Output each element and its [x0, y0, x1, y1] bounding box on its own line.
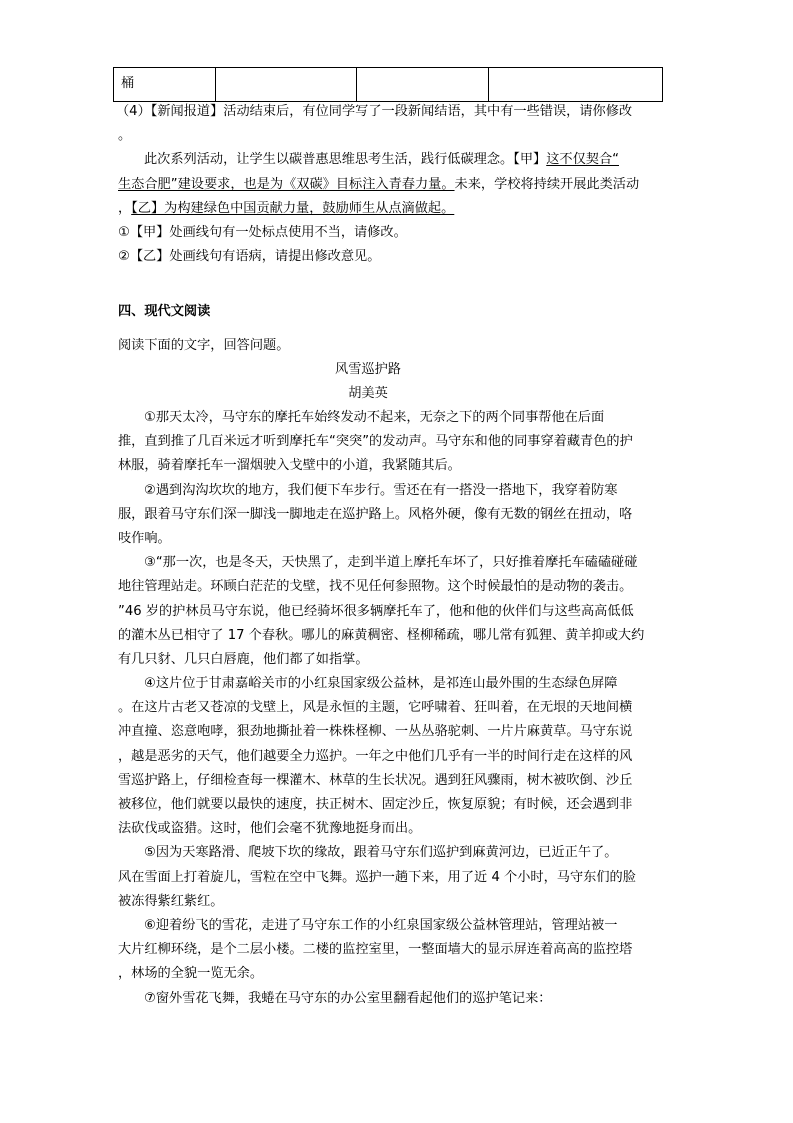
- table-cell: [216, 68, 357, 102]
- answer-table: [113, 67, 663, 102]
- table-cell: [489, 68, 663, 102]
- article-title: 风雪巡护路: [335, 362, 401, 377]
- paragraph-line: ，越是恶劣的天气，他们越要全力巡护。一年之中他们几乎有一半的时间行走在这样的风: [118, 748, 633, 764]
- table-cell: 桶: [114, 68, 216, 102]
- sub-question-2: ②【乙】处画线句有语病，请提出修改意见。: [118, 249, 381, 265]
- article-author: 胡美英: [348, 386, 388, 401]
- paragraph-line: 有几只豺、几只白唇鹿，他们都了如指掌。: [118, 651, 369, 667]
- article-body: [118, 406, 678, 1011]
- news-paragraph-line: [118, 148, 678, 172]
- table-row: [114, 68, 663, 102]
- paragraph-line: 推，直到推了几百米远才听到摩托车“突突”的发动声。马守东和他的同事穿着藏青色的护: [118, 434, 633, 450]
- question-4-prompt: （4）【新闻报道】活动结束后，有位同学写了一段新闻结语，其中有一些错误，请你修改: [116, 104, 633, 119]
- text: 未来，学校将持续开展此类活动: [454, 176, 640, 192]
- paragraph-line: ，林场的全貌一览无余。: [118, 966, 264, 982]
- paragraph-line: 雪巡护路上，仔细检查每一棵灌木、林草的生长状况。遇到狂风骤雨，树木被吹倒、沙丘: [118, 772, 633, 788]
- paragraph-line: ④这片位于甘肃嘉峪关市的小红泉国家级公益林，是祁连山最外围的生态绿色屏障: [144, 676, 618, 692]
- article-paragraph: [118, 987, 678, 1011]
- article-paragraph: [118, 551, 678, 672]
- section-heading: [118, 300, 678, 324]
- instruction-text: 阅读下面的文字，回答问题。: [118, 338, 290, 353]
- reading-instruction: [118, 334, 678, 358]
- question-4: [118, 100, 678, 269]
- paragraph-line: 服，跟着马守东们深一脚浅一脚地走在巡护路上。风格外硬，像有无数的钢丝在扭动，咯: [118, 506, 633, 522]
- news-paragraph-line: [118, 173, 678, 197]
- paragraph-line: 被冻得紫红紫红。: [118, 893, 224, 909]
- text: ，: [118, 200, 132, 216]
- paragraph-line: 林服，骑着摩托车一溜烟驶入戈壁中的小道，我紧随其后。: [118, 458, 461, 474]
- paragraph-line: ”46 岁的护林员马守东说，他已经骑坏很多辆摩托车了，他和他的伙伴们与这些高高低低: [118, 603, 634, 619]
- text: 此次系列活动，让学生以碳普惠思维思考生活，践行低碳理念。【甲】: [144, 152, 547, 168]
- sub-question-1: ①【甲】处画线句有一处标点使用不当，请修改。: [118, 224, 407, 240]
- section-title: 四、现代文阅读: [118, 304, 211, 319]
- paragraph-line: 风在雪面上打着旋儿，雪粒在空中飞舞。巡护一趟下来，用了近 4 个小时，马守东们的脸: [118, 869, 636, 885]
- paragraph-line: 的灌木丛已相守了 17 个春秋。哪儿的麻黄稠密、柽柳稀疏，哪儿常有狐狸、黄羊抑或大约: [118, 627, 645, 643]
- article-paragraph: [118, 672, 678, 841]
- article-paragraph: [118, 479, 678, 552]
- article-paragraph: [118, 914, 678, 987]
- article-paragraph: [118, 841, 678, 914]
- underlined-sentence-jia: 这不仅契合“: [546, 152, 619, 168]
- paragraph-line: 冲直撞、恣意咆哮，狠劲地撕扯着一株株柽柳、一丛丛骆驼刺、一片片麻黄草。马守东说: [118, 724, 633, 740]
- paragraph-line: 大片红柳环绕，是个二层小楼。二楼的监控室里，一整面墙大的显示屏连着高高的监控塔: [118, 942, 633, 958]
- news-paragraph-line: [118, 197, 678, 221]
- paragraph-line: ③“那一次，也是冬天，天快黑了，走到半道上摩托车坏了，只好推着摩托车磕磕碰碰: [144, 555, 638, 571]
- paragraph-line: ②遇到沟沟坎坎的地方，我们便下车步行。雪还在有一搭没一搭地下，我穿着防寒: [144, 482, 618, 498]
- paragraph-line: ⑥迎着纷飞的雪花，走进了马守东工作的小红泉国家级公益林管理站，管理站被一: [144, 917, 618, 933]
- paragraph-line: 吱作响。: [118, 530, 171, 546]
- paragraph-line: 被移位，他们就要以最快的速度，扶正树木、固定沙丘，恢复原貌；有时候，还会遇到非: [118, 797, 633, 812]
- paragraph-line: ①那天太冷，马守东的摩托车始终发动不起来，无奈之下的两个同事帮他在后面: [144, 410, 605, 425]
- article-paragraph: [118, 406, 678, 479]
- paragraph-line: ⑦窗外雪花飞舞，我蜷在马守东的办公室里翻看起他们的巡护笔记来：: [144, 990, 552, 1006]
- paragraph-line: 法砍伐或盗猎。这时，他们会毫不犹豫地挺身而出。: [118, 821, 422, 837]
- paragraph-line: ⑤因为天寒路滑、爬坡下坎的缘故，跟着马守东们巡护到麻黄河边，已近正午了。: [144, 845, 618, 861]
- underlined-sentence-yi: 【乙】为构建绿色中国贡献力量，鼓励师生从点滴做起。: [131, 200, 455, 216]
- underlined-sentence-jia: 生态合肥”建设要求，也是为《双碳》目标注入青春力量。: [118, 176, 455, 192]
- paragraph-line: 地往管理站走。环顾白茫茫的戈壁，找不见任何参照物。这个时候最怕的是动物的袭击。: [118, 579, 633, 595]
- question-4-prompt-tail: 。: [118, 128, 132, 144]
- table-cell: [357, 68, 489, 102]
- paragraph-line: 。在这片古老又苍凉的戈壁上，风是永恒的主题，它呼啸着、狂叫着，在无垠的天地间横: [118, 700, 633, 716]
